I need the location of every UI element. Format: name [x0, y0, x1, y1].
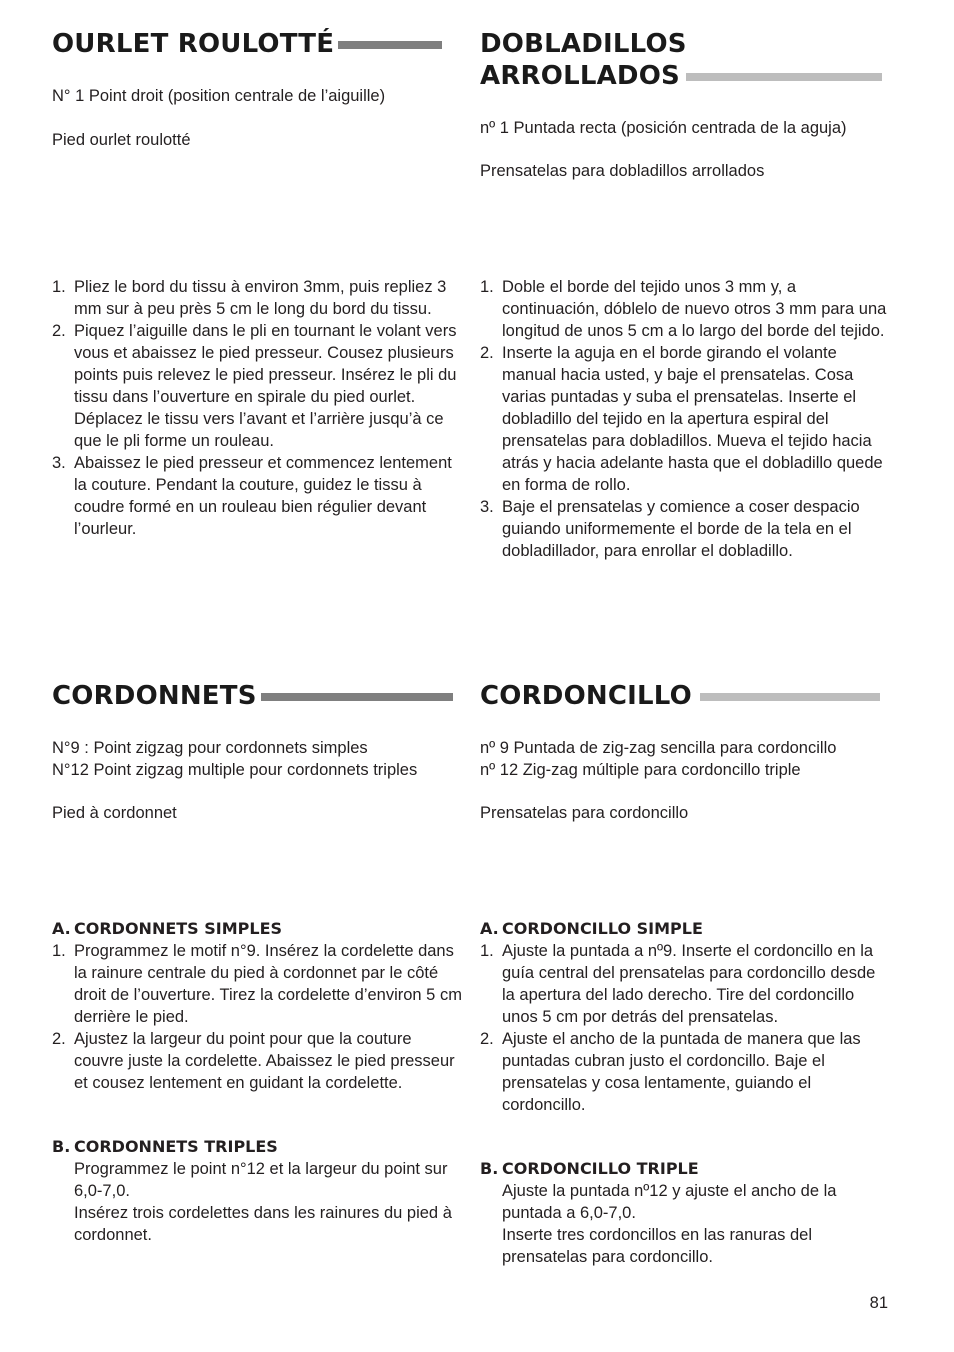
list-item: 1. Pliez le bord du tissu à environ 3mm, puis repliez 3 mm sur à peu près 5 cm le long du bord du tissu. [52, 278, 447, 318]
subsection-cordoncillo-simple [480, 918, 890, 1116]
list-item: 1. Doble el borde del tejido unos 3 mm y, a continuación, dóblelo de nuevo otros 3 mm para una longitud de unos 5 cm a lo largo del borde del tejido. [480, 278, 887, 340]
list-item: 2. Ajuste el ancho de la puntada de manera que las puntadas cubran justo el cordoncillo. Baje el prensatelas y cosa lentamente, guiando el cordoncillo. [480, 1030, 861, 1114]
subsection-title: B. CORDONCILLO TRIPLE [480, 1159, 699, 1178]
paragraph: Ajuste la puntada nº12 y ajuste el ancho de la puntada a 6,0-7,0. [502, 1182, 837, 1222]
list-item: 2. Piquez l’aiguille dans le pli en tournant le volant vers vous et abaissez le pied presseur. Cousez plusieurs points puis relevez le pied presseur. Insérez le pli du tissu dans l’ouverture en spirale du pied ourlet. Déplacez le tissu vers l’avant et l’arrière jusqu’à ce que le pli forme un rouleau. [52, 322, 457, 450]
section-title: DOBLADILLOS ARROLLADOS [480, 28, 890, 92]
paragraph: Insérez trois cordelettes dans les rainures du pied à cordonnet. [74, 1204, 452, 1244]
stitch-info: N°9 : Point zigzag pour cordonnets simples [52, 739, 368, 757]
stitch-info: nº 12 Zig-zag múltiple para cordoncillo triple [480, 761, 801, 779]
section-title: CORDONCILLO [480, 680, 890, 712]
title-rule [686, 73, 882, 81]
list-item: 2. Ajustez la largeur du point pour que la couture couvre juste la cordelette. Abaissez le pied presseur et cousez lentement en guidant la cordelette. [52, 1030, 455, 1092]
section-ourlet-roulotte [52, 28, 462, 60]
list-item: 2. Inserte la aguja en el borde girando el volante manual hacia usted, y baje el prensatelas. Cosa varias puntadas y suba el prensatelas. Inserte el dobladillo del tejido en la apertura espiral del prensatelas para dobladillos. Mueva el tejido hacia atrás y hacia adelante hasta que el dobladillo quede en forma de rollo. [480, 344, 883, 494]
foot-info: Pied à cordonnet [52, 804, 177, 822]
foot-info: Prensatelas para dobladillos arrollados [480, 162, 765, 180]
subsection-cordonnets-simples [52, 918, 462, 1094]
foot-info: Pied ourlet roulotté [52, 131, 191, 149]
subsection-cordoncillo-triple [480, 1158, 890, 1268]
steps-list [480, 276, 890, 562]
stitch-info: nº 9 Puntada de zig-zag sencilla para cordoncillo [480, 739, 837, 757]
list-item: 1. Programmez le motif n°9. Insérez la cordelette dans la rainure centrale du pied à cordonnet par le côté droit de l’ouverture. Tirez la cordelette d’environ 5 cm derrière le pied. [52, 942, 462, 1026]
list-item: 3. Baje el prensatelas y comience a coser despacio guiando uniformemente el borde de la tela en el dobladillador, para enrollar el dobladillo. [480, 498, 860, 560]
list-item: 3. Abaissez le pied presseur et commencez lentement la couture. Pendant la couture, guidez le tissu à coudre formé en un rouleau bien régulier devant l’ourleur. [52, 454, 452, 538]
paragraph: Programmez le point n°12 et la largeur du point sur 6,0-7,0. [74, 1160, 448, 1200]
steps-list [52, 940, 462, 1094]
steps-list [480, 940, 890, 1116]
title-rule [261, 693, 453, 701]
stitch-info: N° 1 Point droit (position centrale de l’aiguille) [52, 87, 386, 105]
section-cordonnets [52, 680, 462, 712]
page-number: 81 [869, 1294, 888, 1312]
section-cordoncillo [480, 680, 890, 712]
subsection-title: B. CORDONNETS TRIPLES [52, 1137, 278, 1156]
subsection-title: A. CORDONNETS SIMPLES [52, 919, 283, 938]
section-dobladillos-arrollados [480, 28, 890, 92]
title-rule [700, 693, 880, 701]
section-title: OURLET ROULOTTÉ [52, 28, 462, 60]
title-rule [338, 41, 442, 49]
stitch-info: N°12 Point zigzag multiple pour cordonnets triples [52, 761, 418, 779]
subsection-title: A. CORDONCILLO SIMPLE [480, 919, 703, 938]
section-title: CORDONNETS [52, 680, 462, 712]
list-item: 1. Ajuste la puntada a nº9. Inserte el cordoncillo en la guía central del prensatelas para cordoncillo desde la apertura del lado derecho. Tire del cordoncillo unos 5 cm por detrás del prensatelas. [480, 942, 876, 1026]
paragraph: Inserte tres cordoncillos en las ranuras del prensatelas para cordoncillo. [502, 1226, 812, 1266]
stitch-info: nº 1 Puntada recta (posición centrada de la aguja) [480, 119, 847, 137]
steps-list [52, 276, 462, 540]
subsection-cordonnets-triples [52, 1136, 462, 1246]
foot-info: Prensatelas para cordoncillo [480, 804, 689, 822]
